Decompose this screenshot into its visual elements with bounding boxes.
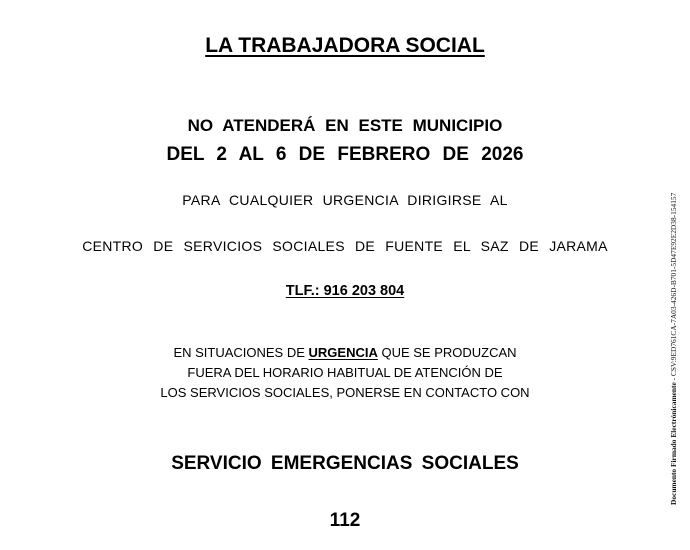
signature-code: - CSV:9ED761CA-7A03-426D-B701-5D47E92E2D38-154157 [669,192,678,383]
urgency-emphasis: URGENCIA [308,345,378,360]
emergency-service-name: SERVICIO EMERGENCIAS SOCIALES [171,453,519,474]
situations-line-1-start: EN SITUACIONES DE [173,345,309,360]
situations-line-3: LOS SERVICIOS SOCIALES, PONERSE EN CONTACTO CON [160,385,530,400]
situations-line-1-end: QUE SE PRODUZCAN [377,345,517,360]
situations-line-1 [0,345,690,360]
dates-line: DEL 2 AL 6 DE FEBRERO DE 2026 [166,144,524,165]
signature-label: Documento Firmado Electrónicamente [669,382,678,505]
social-services-centre: CENTRO DE SERVICIOS SOCIALES DE FUENTE EL SAZ DE JARAMA [82,238,608,254]
situations-line-2: FUERA DEL HORARIO HABITUAL DE ATENCIÓN DE [187,365,503,380]
not-attending-line: NO ATENDERÁ EN ESTE MUNICIPIO [187,116,503,135]
electronic-signature-note [669,193,678,505]
phone-number: TLF.: 916 203 804 [285,283,405,299]
notice-title: LA TRABAJADORA SOCIAL [205,34,485,57]
emergency-number: 112 [329,510,361,531]
urgency-instruction: PARA CUALQUIER URGENCIA DIRIGIRSE AL [182,192,508,208]
